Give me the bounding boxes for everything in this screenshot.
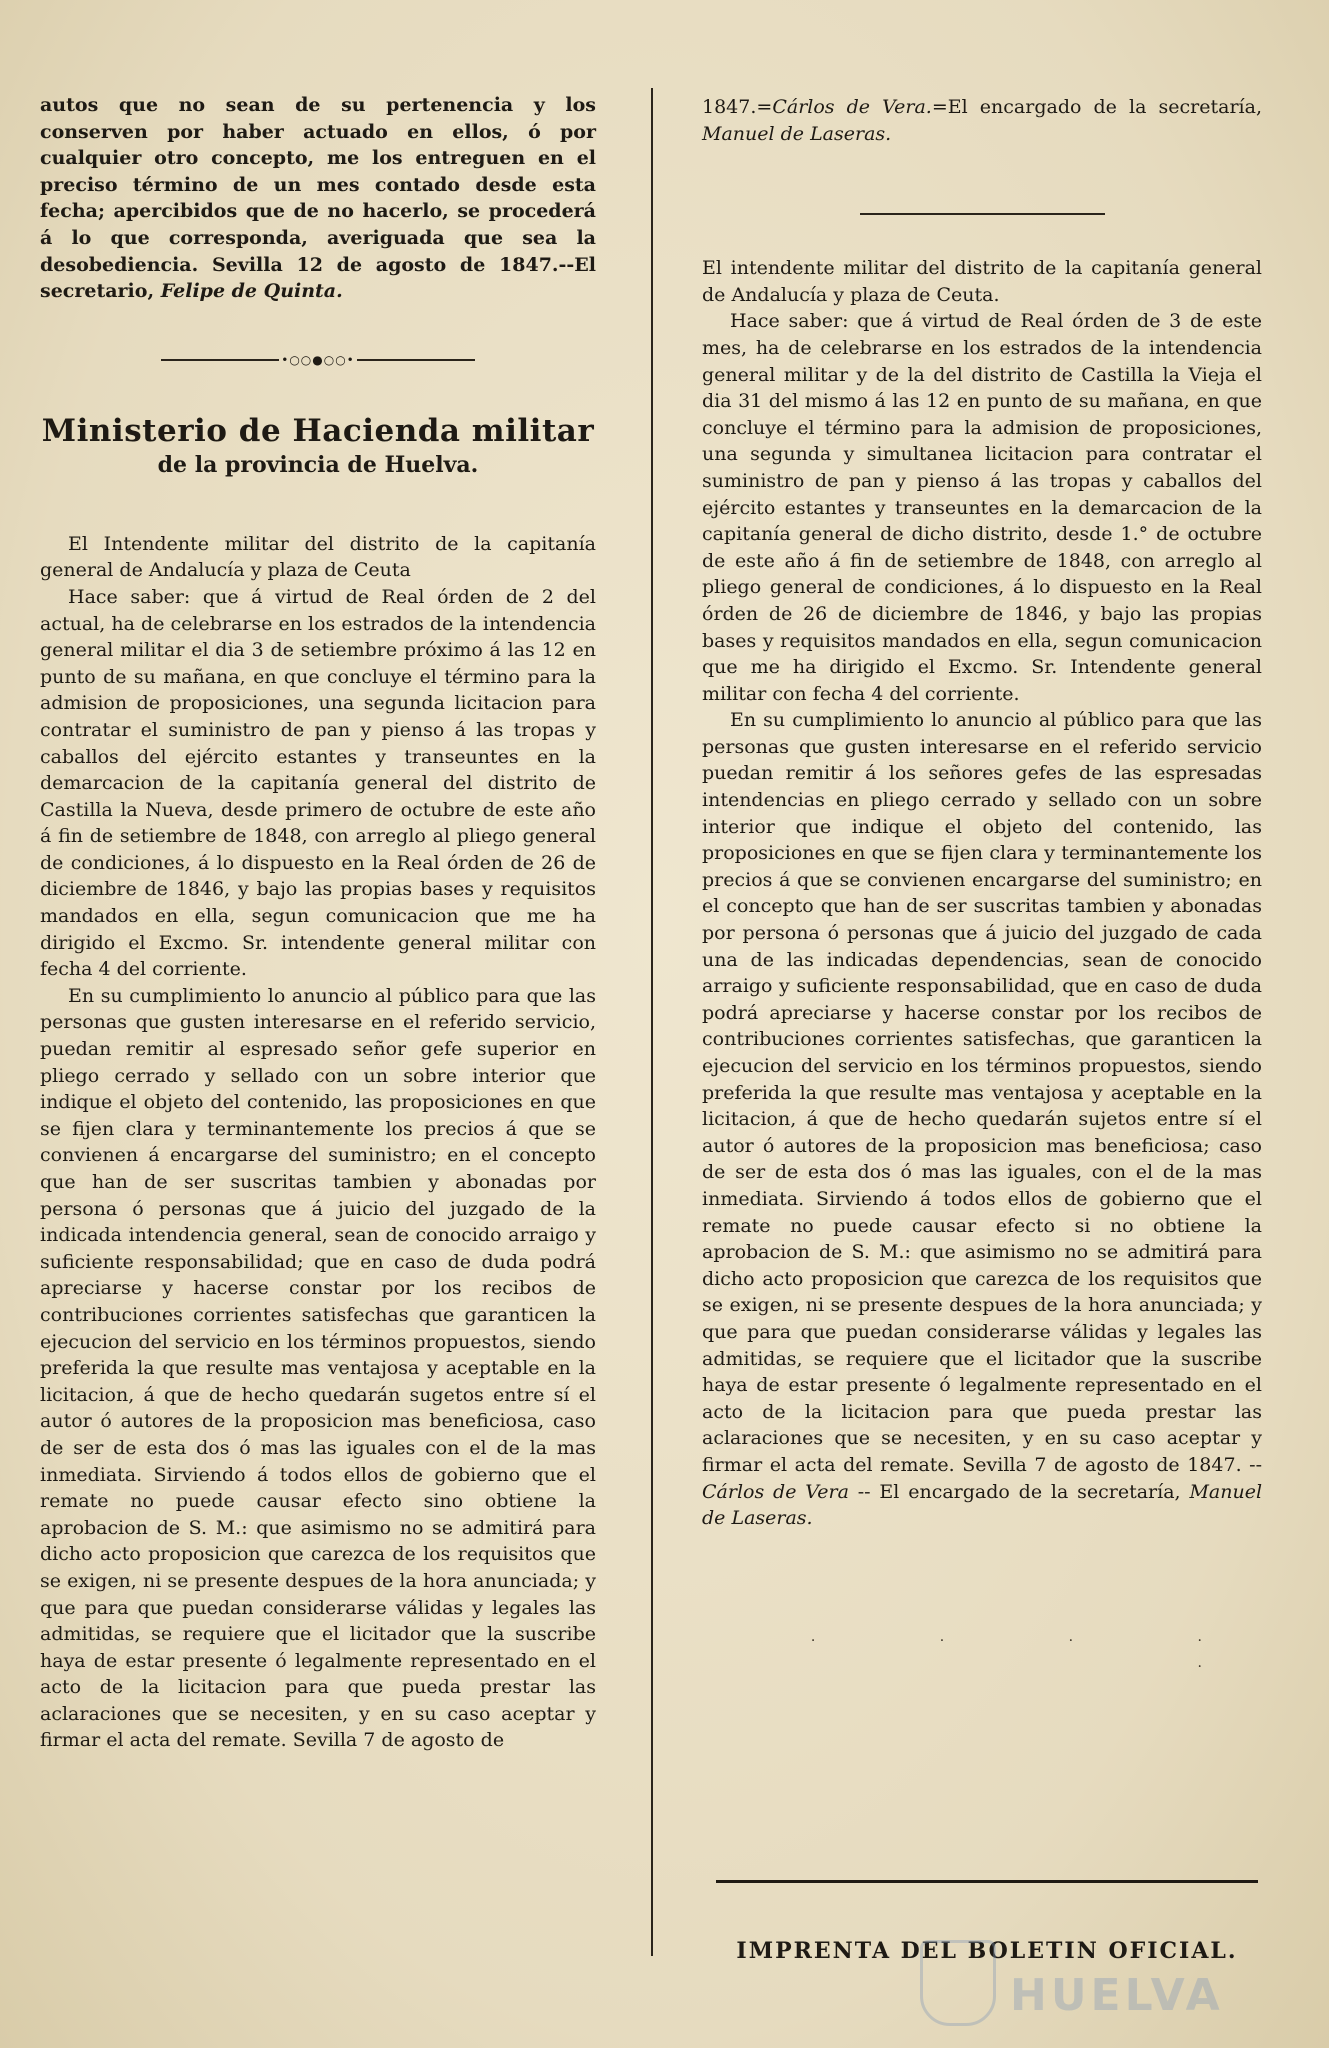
dots-row: · · · · ·	[810, 1632, 1262, 1676]
shield-icon	[920, 1940, 996, 2026]
right-top-fragment-text-2: =El encargado de la secretaría,	[931, 96, 1262, 118]
left-notice-intro: El Intendente militar del distrito de la capitanía general de Andalucía y plaza de Ceuta	[40, 532, 596, 582]
ornament-line-left	[161, 359, 279, 361]
right-column	[702, 94, 1262, 1791]
right-top-signature-sec: Manuel de Laseras.	[702, 122, 892, 145]
column-divider	[651, 88, 653, 1956]
right-bottom-fragment: -- El encargado de la secretaría,	[857, 1480, 1181, 1503]
left-column	[40, 92, 596, 1754]
left-top-fragment	[40, 92, 596, 305]
left-notice-body-2: En su cumplimiento lo anuncio al público para que las personas que gusten interesarse en el referido servicio, puedan remitir al espresado señor gefe superior en pliego cerrado y sellado con un sobre interior que indique el objeto del contenido, las proposiciones en que se fijen clara y terminantemente los precios á que se convienen á encargarse del suministro; en el concepto que han de ser suscritas tambien y abonadas por persona ó personas que á juicio del juzgado de la indicada intendencia general, sean de conocido arraigo y suficiente responsabilidad; que en caso de duda podrá apreciarse y hacerse constar por los recibos de contribuciones corrientes satisfechas que garanticen la ejecucion del servicio en los términos propuestos, siendo preferida la que resulte mas ventajosa y aceptable en la licitacion, á que de hecho quedarán sugetos entre sí el autor ó autores de la proposicion mas beneficiosa, caso de ser de esta dos ó mas las iguales con el de la mas inmediata. Sirviendo á todos ellos de gobierno que el remate no puede causar efecto sino obtiene la aprobacion de S. M.: que asimismo no se admitirá para dicho acto proposicion que carezca de los requisitos que se exigen, ni se presente despues de la hora anunciada; y que para que puedan considerarse válidas y legales las admitidas, se requiere que el licitador que la suscribe haya de estar presente ó legalmente representado en el acto de la licitacion para que pueda prestar las aclaraciones que se necesiten, y en su caso aceptar y firmar el acta del remate. Sevilla 7 de agosto de	[40, 984, 596, 1752]
bottom-rule	[716, 1880, 1258, 1883]
imprint-footer: IMPRENTA DEL BOLETIN OFICIAL.	[736, 1938, 1238, 1964]
ornament-divider	[40, 352, 596, 367]
right-top-fragment	[702, 94, 1262, 147]
right-bottom-signature-sec: Manuel de Laseras.	[702, 1480, 1263, 1530]
right-bottom-signature-name: Cárlos de Vera	[702, 1480, 849, 1503]
watermark-text: HUELVA	[1010, 1970, 1224, 2021]
right-top-signature-name: Cárlos de Vera.	[772, 96, 932, 118]
left-top-signature: Felipe de Quinta.	[160, 280, 343, 303]
ornament-dots: •○○●○○•	[281, 352, 355, 367]
library-watermark	[920, 1940, 1260, 2020]
right-notice-body-2	[702, 707, 1262, 1531]
short-divider	[860, 213, 1105, 215]
spacer	[702, 1532, 1262, 1628]
section-heading: Ministerio de Hacienda militar	[41, 412, 595, 449]
right-notice-body-2-text: En su cumplimiento lo anuncio al público para que las personas que gusten interesarse en el referido servicio puedan remitir á los señores gefes de las espresadas intendencias en pliego cerrado y sellado con un sobre interior que indique el objeto del contenido, las proposiciones en que se fijen clara y terminantemente los precios á que se convienen encargarse del suministro; en el concepto que han de ser suscritas tambien y abonadas por persona ó personas que á juicio del juzgado de cada una de las indicadas dependencias, sean de conocido arraigo y suficiente responsabilidad, que en caso de duda podrá apreciarse y hacerse constar por los recibos de contribuciones corrientes satisfechas, que garanticen la ejecucion del servicio en los términos propuestos, siendo preferida la que resulte mas ventajosa y aceptable en la licitacion, á que de hecho quedarán sujetos entre sí el autor ó autores de la proposicion mas beneficiosa; caso de ser de esta dos ó mas las iguales, con el de la mas inmediata. Sirviendo á todos ellos de gobierno que el remate no puede causar efecto si no obtiene la aprobacion de S. M.: que asimismo no se admitirá para dicho acto proposicion que carezca de los requisitos que se exigen, ni se presente despues de la hora anunciada; y que para que puedan considerarse válidas y legales las admitidas, se requiere que el licitador que la suscribe haya de estar presente ó legalmente representado en el acto de la licitacion para que pueda prestar las aclaraciones que se necesiten, y en su caso aceptar y firmar el acta del remate. Sevilla 7 de agosto de 1847. --	[702, 709, 1262, 1476]
left-notice-body: Hace saber: que á virtud de Real órden de 2 del actual, ha de celebrarse en los estrados de la intendencia general militar el dia 3 de setiembre próximo á las 12 en punto de su mañana, en que concluye el término para la admision de proposiciones, una segunda licitacion para contratar el suministro de pan y pienso á las tropas y caballos del ejército estantes y transeuntes en la demarcacion de la capitanía general del distrito de Castilla la Nueva, desde primero de octubre de este año á fin de setiembre de 1848, con arreglo al pliego general de condiciones, á lo dispuesto en la Real órden de 26 de diciembre de 1846, y bajo las propias bases y requisitos mandados en ella, segun comunicacion que me ha dirigido el Excmo. Sr. intendente general militar con fecha 4 del corriente.	[40, 585, 596, 981]
right-notice-body: Hace saber: que á virtud de Real órden de 3 de este mes, ha de celebrarse en los estrados de la intendencia general militar y de la del distrito de Castilla la Vieja el dia 31 del mismo á las 12 en punto de su mañana, en que concluye el término para la admision de proposiciones, una segunda y simultanea licitacion para contratar el suministro de pan y pienso á las tropas y caballos del ejército estantes y transeuntes en la demarcacion de la capitanía general de dicho distrito, desde 1.° de octubre de este año á fin de setiembre de 1848, con arreglo al pliego general de condiciones, á lo dispuesto en la Real órden de 26 de diciembre de 1846, y bajo las propias bases y requisitos mandados en ella, segun comunicacion que me ha dirigido el Excmo. Sr. Intendente general militar con fecha 4 del corriente.	[702, 310, 1262, 705]
right-top-fragment-text: 1847.=	[702, 96, 773, 118]
right-notice-intro: El intendente militar del distrito de la capitanía general de Andalucía y plaza de Ceuta.	[702, 257, 1262, 306]
ornament-line-right	[357, 359, 475, 361]
left-top-fragment-text: autos que no sean de su pertenencia y los conserven por haber actuado en ellos, ó por cualquier otro concepto, me los entreguen en el preciso término de un mes contado desde esta fecha; apercibidos que de no hacerlo, se procederá á lo que corresponda, averiguada que sea la desobediencia. Sevilla 12 de agosto de 1847.--El secretario,	[40, 94, 596, 303]
section-subheading: de la provincia de Huelva.	[157, 451, 479, 478]
